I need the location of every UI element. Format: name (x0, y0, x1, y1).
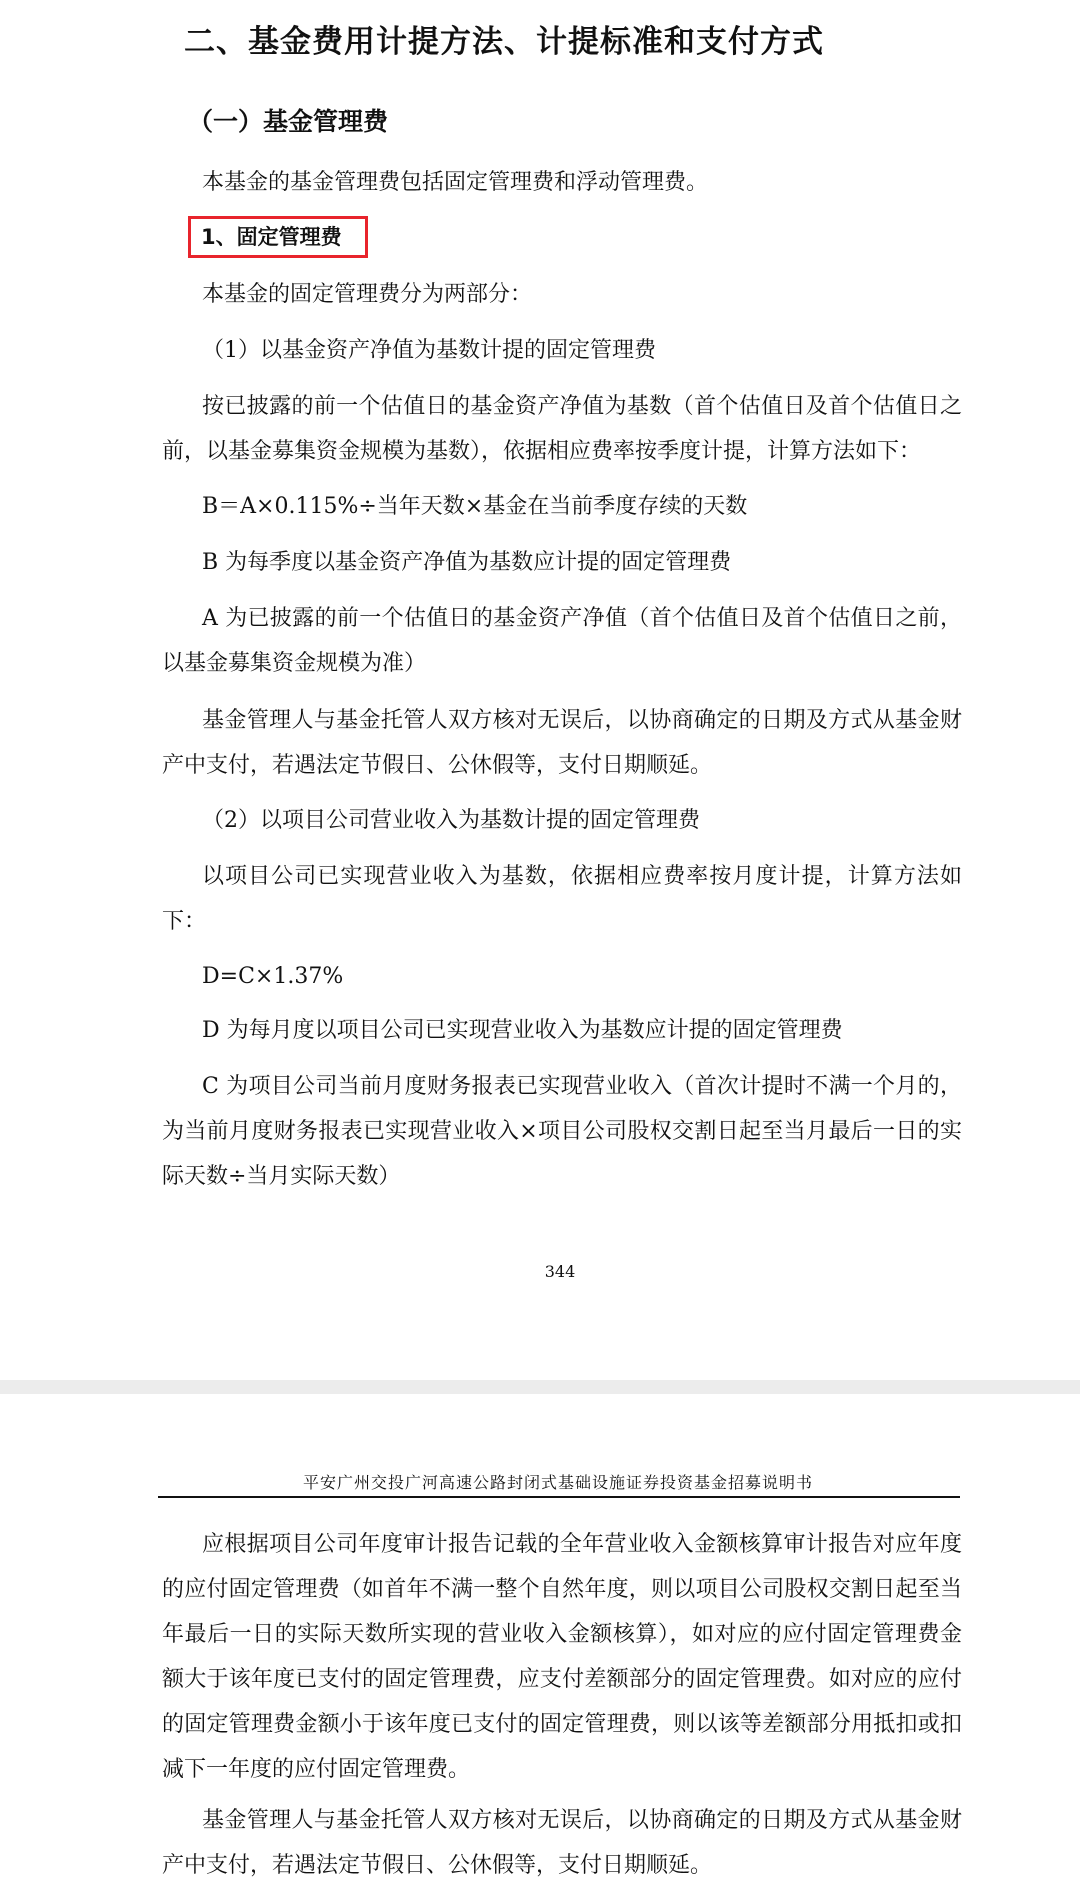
intro-paragraph: 本基金的基金管理费包括固定管理费和浮动管理费。 (202, 170, 709, 195)
formula-b: B＝A×0.115%÷当年天数×基金在当前季度存续的天数 (202, 494, 748, 519)
definition-d: D 为每月度以项目公司已实现营业收入为基数应计提的固定管理费 (202, 1018, 843, 1043)
item2-description: 以项目公司已实现营业收入为基数，依据相应费率按月度计提，计算方法如下： (162, 864, 962, 934)
definition-c: C 为项目公司当前月度财务报表已实现营业收入（首次计提时不满一个月的，为当前月度财务报表已实现营业收入×项目公司股权交割日起至当月最后一日的实际天数÷当月实际天数） (162, 1074, 962, 1189)
formula-d: D=C×1.37% (202, 964, 344, 989)
definition-a: A 为已披露的前一个估值日的基金资产净值（首个估值日及首个估值日之前，以基金募集资金规模为准） (162, 606, 962, 676)
page-number: 344 (544, 1262, 576, 1281)
page-separator (0, 1380, 1080, 1394)
item2-heading: （2）以项目公司营业收入为基数计提的固定管理费 (202, 808, 700, 833)
payment-paragraph-2: 基金管理人与基金托管人双方核对无误后，以协商确定的日期及方式从基金财产中支付，若遇法定节假日、公休假等，支付日期顺延。 (162, 1808, 962, 1878)
item1-description: 按已披露的前一个估值日的基金资产净值为基数（首个估值日及首个估值日之前，以基金募集资金规模为基数），依据相应费率按季度计提，计算方法如下： (162, 394, 962, 464)
header-rule (158, 1496, 960, 1498)
document-page-next (0, 1394, 1080, 1896)
highlighted-heading-fixed-fee: 1、固定管理费 (188, 216, 368, 258)
running-header: 平安广州交投广河高速公路封闭式基础设施证券投资基金招募说明书 (302, 1473, 813, 1492)
subsection-title: （一）基金管理费 (188, 107, 389, 136)
two-parts-paragraph: 本基金的固定管理费分为两部分： (202, 282, 533, 307)
payment-paragraph-1: 基金管理人与基金托管人双方核对无误后，以协商确定的日期及方式从基金财产中支付，若遇法定节假日、公休假等，支付日期顺延。 (162, 708, 962, 778)
definition-b: B 为每季度以基金资产净值为基数应计提的固定管理费 (202, 550, 732, 575)
annual-reconciliation-paragraph: 应根据项目公司年度审计报告记载的全年营业收入金额核算审计报告对应年度的应付固定管理费（如首年不满一整个自然年度，则以项目公司股权交割日起至当年最后一日的实际天数所实现的营业收入金额核算），如对应的应付固定管理费金额大于该年度已支付的固定管理费，应支付差额部分的固定管理费。如对应的应付的固定管理费金额小于该年度已支付的固定管理费，则以该等差额部分用抵扣或扣减下一年度的应付固定管理费。 (162, 1532, 962, 1782)
item1-heading: （1）以基金资产净值为基数计提的固定管理费 (202, 338, 656, 363)
section-title: 二、基金费用计提方法、计提标准和支付方式 (184, 24, 824, 60)
